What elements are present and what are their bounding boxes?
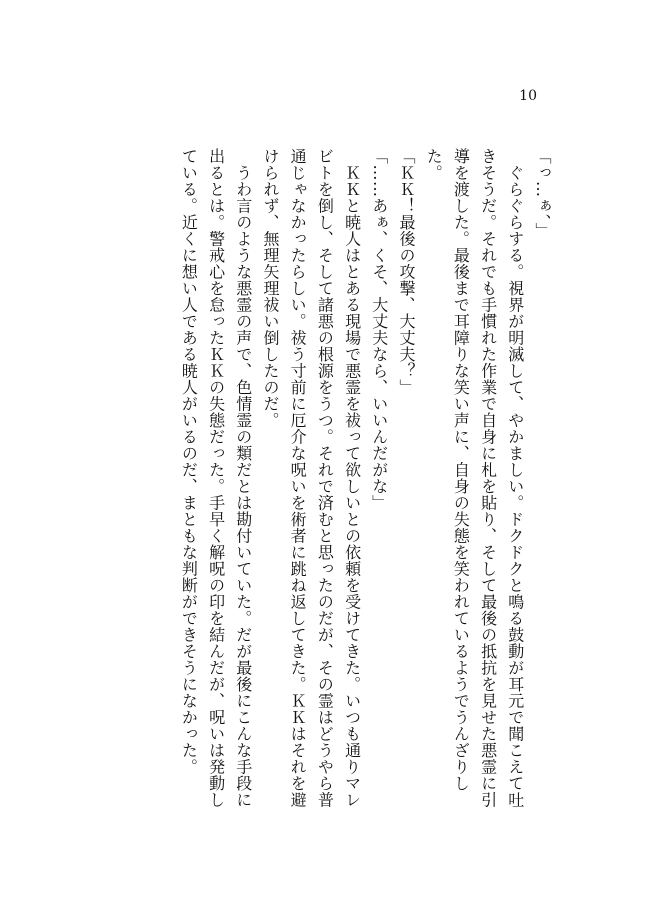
dialogue-line: 「っ…ぁ、」 — [533, 148, 552, 239]
vertical-text-body — [116, 148, 556, 808]
dialogue-line: 「ＫＫ！最後の攻撃、大丈夫？」 — [396, 148, 416, 396]
dialogue-line: 「……あぁ、くそ、大丈夫なら、いいんだがな」 — [369, 148, 389, 511]
narration-paragraph: うわ言のような悪霊の声で、色情霊の類だとは勘付いていた。だが最後にこんな手段に出るとは。警戒心を怠ったＫＫの失態だった。手早く解呪の印を結んだが、呪いは発動している。近くに想い人である暁人がいるのだ、まともな判断ができそうになかった。 — [179, 148, 253, 808]
narration-paragraph: ぐらぐらする。視界が明滅して、やかましい。ドクドクと鳴る鼓動が耳元で聞こえて吐きそうだ。それでも手慣れた作業で自身に札を貼り、そして最後の抵抗を見せた悪霊に引導を渡した。最後まで耳障りな笑い声に、自身の失態を笑われているようでうんざりした。 — [424, 148, 525, 808]
narration-paragraph: ＫＫと暁人はとある現場で悪霊を祓って欲しいとの依頼を受けてきた。いつも通りマレビトを倒し、そして諸悪の根源をうつ。それで済むと思ったのだが、その霊はどうやら普通じゃなかったらしい。祓う寸前に厄介な呪いを術者に跳ね返してきた。ＫＫはそれを避けられず、無理矢理祓い倒したのだ。 — [260, 148, 362, 808]
page-number: 10 — [519, 88, 537, 104]
